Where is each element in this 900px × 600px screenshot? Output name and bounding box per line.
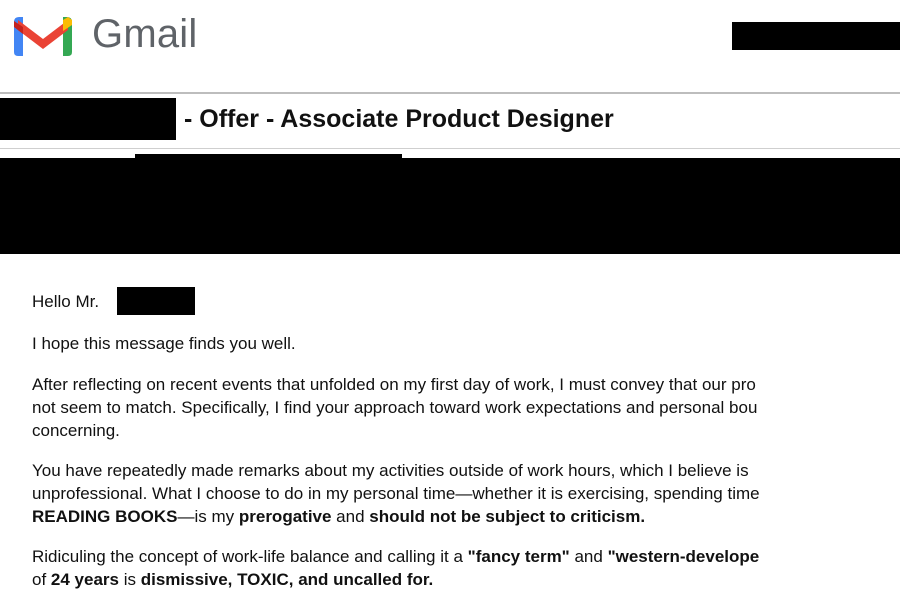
emphasis-dismissive-toxic: dismissive, TOXIC, and uncalled for.: [140, 570, 434, 589]
gmail-m-logo-icon[interactable]: [10, 10, 76, 58]
emphasis-reading-books: READING BOOKS: [32, 507, 178, 526]
paragraph-line: You have repeatedly made remarks about my activities outside of work hours, which I believe is: [32, 461, 749, 480]
email-subject: - Offer - Associate Product Designer: [184, 105, 614, 133]
email-paragraph-1: [32, 332, 900, 355]
redacted-account-bar: [732, 22, 900, 50]
paragraph-line: I hope this message finds you well.: [32, 334, 296, 353]
paragraph-text: is: [118, 570, 141, 589]
paragraph-text: and: [569, 547, 608, 566]
email-paragraph-4: [32, 545, 900, 591]
redacted-recipient-block: [0, 158, 900, 254]
paragraph-text: —is my: [177, 507, 239, 526]
email-greeting: [32, 290, 99, 313]
emphasis-24-years: 24 years: [50, 570, 119, 589]
paragraph-text: and: [331, 507, 370, 526]
subject-top-divider: [0, 92, 900, 94]
gmail-wordmark: Gmail: [92, 12, 198, 56]
paragraph-line: [32, 505, 900, 528]
paragraph-line: [32, 568, 900, 591]
email-paragraph-2: [32, 373, 900, 442]
emphasis-prerogative: prerogative: [238, 507, 332, 526]
paragraph-text: Ridiculing the concept of work-life balance and calling it a: [32, 547, 468, 566]
emphasis-western-developed: "western-develope: [607, 547, 760, 566]
redacted-recipient-name: [117, 287, 195, 315]
paragraph-line: [32, 545, 900, 568]
emphasis-fancy-term: "fancy term": [467, 547, 570, 566]
subject-bottom-divider: [0, 148, 900, 149]
greeting-text: Hello Mr.: [32, 292, 100, 311]
gmail-header: [0, 0, 900, 80]
paragraph-line: concerning.: [32, 421, 120, 440]
paragraph-line: After reflecting on recent events that unfolded on my first day of work, I must convey that our pro: [32, 375, 756, 394]
redacted-sender-name: [0, 98, 176, 140]
emphasis-not-subject-to-criticism: should not be subject to criticism.: [369, 507, 646, 526]
paragraph-line: unprofessional. What I choose to do in my personal time—whether it is exercising, spending time: [32, 484, 760, 503]
email-paragraph-3: [32, 459, 900, 528]
paragraph-line: not seem to match. Specifically, I find your approach toward work expectations and personal bou: [32, 398, 758, 417]
paragraph-text: of: [32, 570, 51, 589]
